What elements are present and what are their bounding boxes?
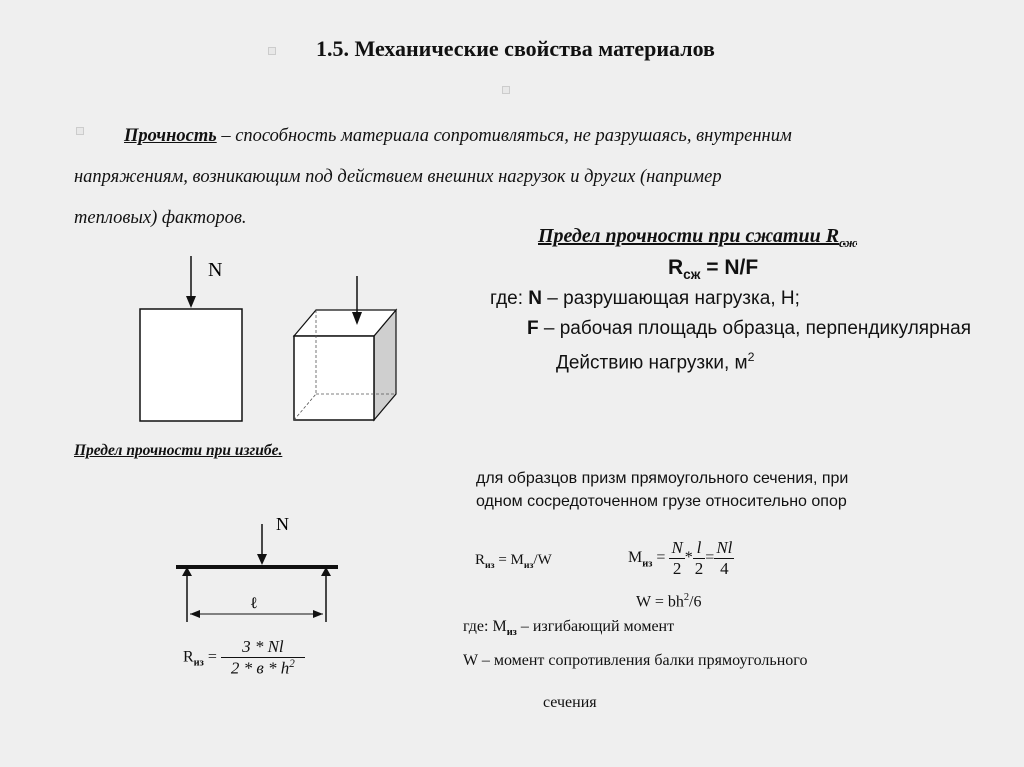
final-den-sup: 2 [289, 658, 295, 670]
beam [176, 565, 338, 569]
compression-formula [668, 256, 758, 282]
final-eq: = [203, 648, 221, 666]
bending-strength-formula [183, 637, 305, 679]
frac3-den: 4 [720, 559, 729, 578]
compression-diagrams [130, 252, 410, 432]
miz-m: M [628, 549, 643, 567]
compression-heading-text: Предел прочности при сжатии R [538, 225, 840, 247]
w-formula [636, 592, 702, 611]
miz-frac-2 [693, 538, 706, 579]
w-formula-text: W = bh [636, 593, 684, 611]
frac1-den: 2 [672, 559, 682, 578]
n-prefix: где: [490, 288, 529, 309]
w-formula-tail: /6 [689, 593, 702, 611]
span-arrow-right [313, 610, 323, 618]
w-definition: W – момент сопротивления балки прямоугольного [463, 652, 808, 669]
strength-def-1: – способность материала сопротивляться, не разрушаясь, внутренним [216, 126, 792, 146]
n-definition [490, 288, 800, 310]
riz-sub: из [485, 560, 495, 571]
f-text: – рабочая площадь образца, перпендикулярная [538, 318, 972, 339]
bending-description [476, 467, 848, 513]
strength-definition [74, 116, 974, 239]
load-arrowhead-left [186, 296, 196, 308]
final-r: R [183, 648, 194, 666]
beam-diagram [170, 510, 350, 630]
final-den-c: * h [263, 658, 290, 678]
slide-title: 1.5. Механические свойства материалов [316, 36, 715, 61]
f-definition-2 [556, 350, 754, 374]
final-num: 3 * Nl [221, 637, 305, 658]
bending-desc-1: для образцов призм прямоугольного сечения, при [476, 470, 849, 487]
n-text: – разрушающая нагрузка, Н; [542, 288, 800, 309]
frac3-num: Nl [716, 538, 733, 557]
span-arrow-left [190, 610, 200, 618]
miz-sub: из [642, 558, 653, 570]
title-bullet [268, 47, 276, 55]
compression-formula-rest: = N/F [700, 256, 759, 279]
final-den-a: 2 * [230, 658, 257, 678]
gde-m-sub: из [506, 627, 517, 639]
riz-eq: = M [494, 552, 524, 568]
sub-bullet [502, 86, 510, 94]
cube-front [294, 336, 374, 420]
f-definition [527, 318, 971, 340]
frac2-den: 2 [694, 559, 704, 578]
specimen-square [140, 309, 242, 421]
moment-definition [463, 618, 674, 638]
miz-formula [628, 538, 734, 579]
miz-eq: = [652, 549, 670, 567]
gde-m-desc: – изгибающий момент [516, 618, 675, 635]
f-text2-sup: 2 [747, 350, 755, 364]
compression-heading [538, 225, 857, 251]
miz-star: * [684, 549, 693, 567]
span-label: ℓ [250, 595, 258, 612]
bending-desc-2: одном сосредоточенном грузе относительно опор [476, 493, 847, 510]
frac2-num: l [693, 538, 706, 559]
f-text2: Действию нагрузки, м [556, 352, 748, 374]
beam-load-label: N [276, 514, 289, 534]
n-symbol: N [528, 288, 543, 309]
gde-m-text: где: M [463, 618, 507, 635]
final-den [221, 658, 305, 679]
miz-frac-3 [714, 538, 734, 579]
miz-eq2: = [705, 549, 715, 567]
strength-term: Прочность [124, 126, 217, 146]
f-symbol: F [527, 318, 539, 339]
bending-heading: Предел прочности при изгибе. [74, 442, 283, 459]
compression-formula-r: R [668, 256, 684, 279]
final-den-b: в [256, 658, 264, 678]
final-fraction [221, 637, 305, 679]
w-definition-2: сечения [543, 694, 597, 711]
frac1-num: N [671, 538, 683, 557]
w-formula-sup: 2 [683, 592, 690, 603]
riz-r: R [475, 552, 486, 568]
beam-load-arrowhead [257, 554, 267, 565]
strength-def-2: напряжениям, возникающим под действием внешних нагрузок и других (например [74, 167, 722, 187]
load-label: N [208, 259, 223, 281]
compression-formula-sub: сж [683, 267, 701, 283]
riz-tail: /W [533, 552, 552, 568]
miz-frac-1 [669, 538, 684, 579]
compression-heading-sub: сж [839, 235, 858, 250]
strength-def-3: тепловых) факторов. [74, 208, 247, 228]
riz-formula [475, 552, 552, 571]
final-sub: из [193, 657, 204, 669]
riz-msub: из [523, 560, 534, 571]
